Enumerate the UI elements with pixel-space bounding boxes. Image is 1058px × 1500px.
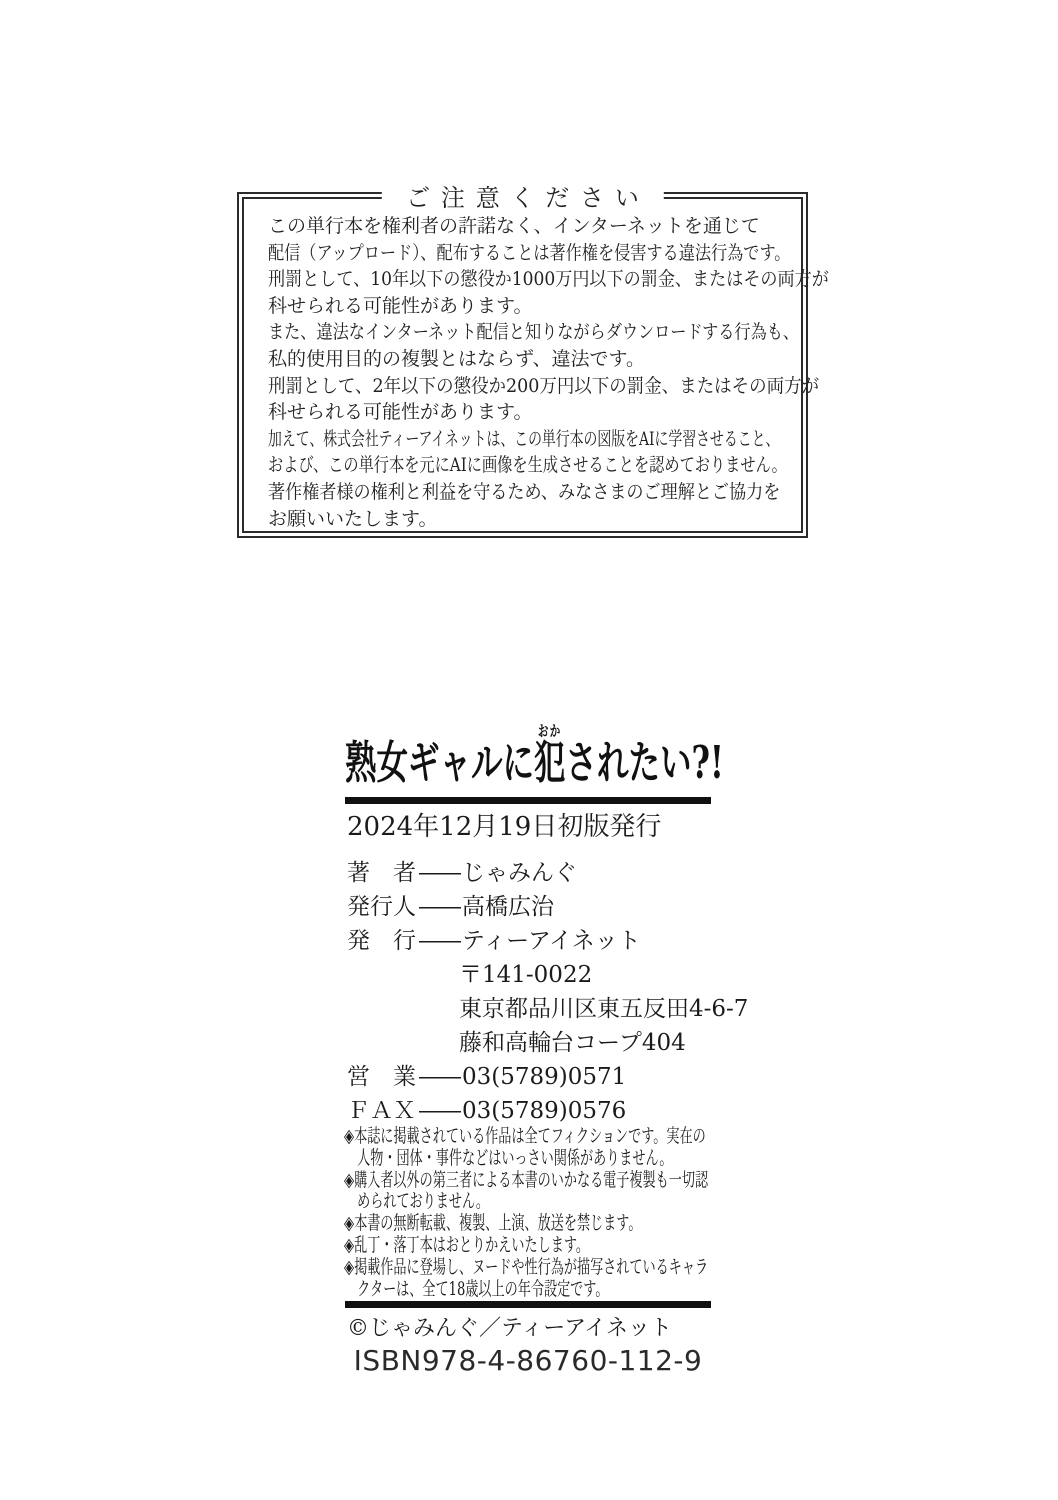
notice-line: 科せられる可能性があります。 — [268, 294, 533, 317]
book-title-ruby — [534, 722, 566, 789]
notice-line: お願いいたします。 — [268, 507, 438, 530]
notice-box-title: ご注意ください — [381, 178, 663, 213]
notice-line: 刑罰として、2年以下の懲役か200万円以下の罰金、またはその両方が — [268, 374, 820, 397]
row-dash: —— — [418, 1098, 460, 1124]
row-fax-value: 03(5789)0576 — [462, 1098, 627, 1124]
row-publisher-person-label: 発行人 — [347, 894, 416, 920]
notice-line: この単行本を権利者の許諾なく、インターネットを通じて — [268, 215, 760, 237]
row-dash: —— — [418, 928, 460, 954]
publication-info — [347, 856, 767, 1128]
divider-bar-top — [345, 797, 711, 804]
notice-line: また、違法なインターネット配信と知りながらダウンロードする行為も、 — [268, 321, 800, 344]
row-publisher-value: ティーアイネット — [462, 928, 641, 954]
note-age-statement: ◈掲載作品に登場し、ヌードや性行為が描写されているキャラクターは、全て18歳以上の年令設定です。 — [344, 1255, 709, 1300]
note-digital-copy: ◈購入者以外の第三者による本書のいかなる電子複製も一切認められておりません。 — [344, 1168, 709, 1213]
row-publisher-person-value: 高橋広治 — [462, 894, 554, 920]
book-title — [345, 722, 723, 798]
book-title-ruby-base: 犯 — [534, 736, 566, 789]
row-dash: —— — [418, 894, 460, 920]
address-line: 東京都品川区東五反田4-6-7 — [459, 996, 749, 1022]
note-no-reproduction: ◈本書の無断転載、複製、上演、放送を禁じます。 — [344, 1212, 642, 1235]
row-author — [347, 856, 767, 890]
copyright-line: ©じゃみんぐ／ティーアイネット — [347, 1316, 672, 1341]
notice-box-inner-border — [242, 197, 829, 533]
row-author-label: 著 者 — [347, 860, 416, 886]
row-author-value: じゃみんぐ — [462, 860, 577, 886]
notice-line: 私的使用目的の複製とはならず、違法です。 — [268, 347, 645, 370]
notice-box — [237, 184, 829, 538]
book-title-post: されたい?! — [565, 736, 724, 789]
notice-text — [268, 213, 829, 532]
divider-bar-bottom — [345, 1301, 711, 1308]
row-fax — [347, 1094, 767, 1128]
postal-code: 〒141-0022 — [459, 962, 593, 988]
row-sales-label: 営 業 — [347, 1064, 416, 1090]
note-fiction-disclaimer: ◈本誌に掲載されている作品は全てフィクションです。実在の人物・団体・事件などはいっさい関係がありません。 — [344, 1125, 706, 1169]
note-defective-copies: ◈乱丁・落丁本はおとりかえいたします。 — [344, 1233, 590, 1256]
address-line: 藤和高輪台コープ404 — [459, 1030, 686, 1056]
legal-notes — [344, 1126, 713, 1300]
notice-line: 刑罰として、10年以下の懲役か1000万円以下の罰金、またはその両方が — [268, 268, 829, 291]
notice-line: 科せられる可能性があります。 — [268, 401, 533, 424]
book-title-furigana: おか — [534, 722, 566, 740]
row-publisher — [347, 924, 767, 958]
isbn-number: ISBN978-4-86760-112-9 — [353, 1344, 703, 1377]
row-dash: —— — [418, 1064, 460, 1090]
row-sales-value: 03(5789)0571 — [462, 1064, 627, 1090]
notice-line: 著作権者様の権利と利益を守るため、みなさまのご理解とご協力を — [268, 480, 781, 503]
publication-date: 2024年12月19日初版発行 — [347, 812, 662, 842]
notice-line: および、この単行本を元にAIに画像を生成させることを認めておりません。 — [268, 454, 787, 477]
notice-line: 配信（アップロード）、配布することは著作権を侵害する違法行為です。 — [268, 241, 791, 264]
row-dash: —— — [418, 860, 460, 886]
book-title-pre: 熟女ギャルに — [345, 736, 535, 789]
row-sales-phone — [347, 1060, 767, 1094]
notice-line: 加えて、株式会社ティーアイネットは、この単行本の図版をAIに学習させること、 — [268, 427, 780, 450]
row-fax-label: ＦＡＸ — [347, 1098, 416, 1124]
row-publisher-label: 発 行 — [347, 928, 416, 954]
row-publisher-person — [347, 890, 767, 924]
